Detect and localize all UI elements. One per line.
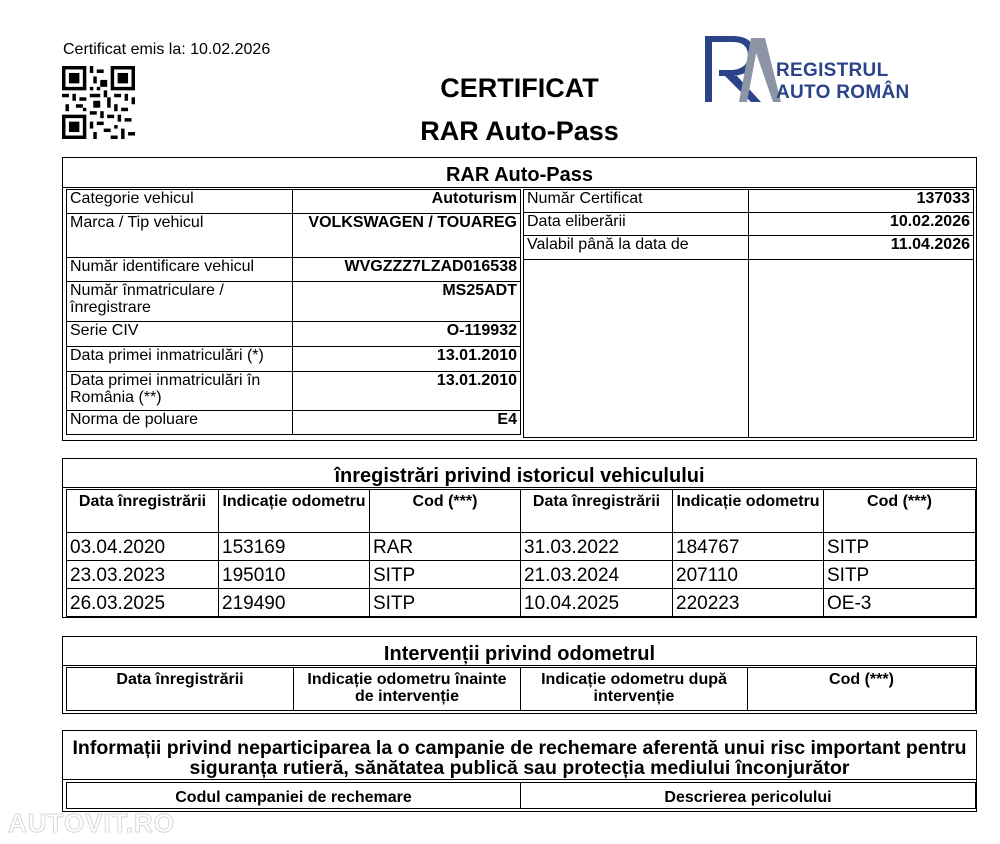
row-label: Data primei inmatriculări (*)	[67, 347, 293, 372]
row-label: Număr Certificat	[524, 190, 749, 213]
empty-cell	[749, 260, 974, 438]
document-title: CERTIFICAT	[440, 73, 599, 103]
summary-section	[62, 157, 977, 441]
row-label: Categorie vehicul	[67, 190, 293, 214]
document-subtitle: RAR Auto-Pass	[420, 116, 619, 146]
row-label: Valabil până la data de	[524, 236, 749, 260]
row-label: Data primei inmatriculări în România (**)	[67, 372, 293, 411]
interventions-table	[66, 667, 976, 711]
row-value: 13.01.2010	[293, 347, 521, 372]
history-table	[66, 489, 976, 617]
cell: 220223	[673, 589, 824, 617]
col-header: Indicație odometru înainte de intervenție	[294, 668, 521, 711]
table-row	[67, 561, 976, 589]
cell: 219490	[219, 589, 370, 617]
logo-line-2: AUTO ROMÂN	[776, 82, 910, 103]
row-label: Număr înmatriculare / înregistrare	[67, 282, 293, 322]
row-value: E4	[293, 411, 521, 435]
cell: 184767	[673, 533, 824, 561]
logo-line-1: REGISTRUL	[776, 60, 889, 81]
history-section	[62, 458, 977, 618]
row-value: MS25ADT	[293, 282, 521, 322]
cell: SITP	[370, 561, 521, 589]
col-header: Descrierea pericolului	[521, 783, 976, 809]
row-label: Data eliberării	[524, 213, 749, 236]
cell: 10.04.2025	[521, 589, 673, 617]
history-title: înregistrări privind istoricul vehiculului	[63, 459, 976, 488]
cell: SITP	[824, 533, 976, 561]
interventions-title: Intervenții privind odometrul	[63, 637, 976, 666]
row-value: 13.01.2010	[293, 372, 521, 411]
interventions-section	[62, 636, 977, 714]
col-header: Cod (***)	[824, 490, 976, 533]
cell: 03.04.2020	[67, 533, 219, 561]
recall-title: Informații privind neparticiparea la o campanie de rechemare aferentă unui risc important pentru siguranța rutieră, sănătatea publică sau protecția mediului înconjurător	[63, 731, 976, 780]
cell: SITP	[370, 589, 521, 617]
row-value: Autoturism	[293, 190, 521, 214]
table-row	[67, 589, 976, 617]
row-value: 10.02.2026	[749, 213, 974, 236]
summary-title: RAR Auto-Pass	[63, 158, 976, 188]
cell: 31.03.2022	[521, 533, 673, 561]
col-header: Indicație odometru	[219, 490, 370, 533]
col-header: Indicație odometru după intervenție	[521, 668, 748, 711]
cell: 153169	[219, 533, 370, 561]
col-header: Codul campaniei de rechemare	[67, 783, 521, 809]
issued-date: Certificat emis la: 10.02.2026	[63, 41, 271, 58]
cell: 23.03.2023	[67, 561, 219, 589]
row-label: Marca / Tip vehicul	[67, 214, 293, 258]
logo-text	[776, 60, 910, 104]
col-header: Data înregistrării	[67, 490, 219, 533]
cell: SITP	[824, 561, 976, 589]
row-label: Număr identificare vehicul	[67, 258, 293, 282]
watermark-logo: AUTOVIT.RO	[8, 808, 175, 838]
row-value: WVGZZZ7LZAD016538	[293, 258, 521, 282]
certificate-table	[523, 189, 974, 438]
col-header: Indicație odometru	[673, 490, 824, 533]
cell: OE-3	[824, 589, 976, 617]
cell: 195010	[219, 561, 370, 589]
empty-cell	[524, 260, 749, 438]
row-value: 11.04.2026	[749, 236, 974, 260]
row-value: 137033	[749, 190, 974, 213]
cell: 21.03.2024	[521, 561, 673, 589]
row-value: VOLKSWAGEN / TOUAREG	[293, 214, 521, 258]
row-label: Serie CIV	[67, 322, 293, 347]
cell: 26.03.2025	[67, 589, 219, 617]
col-header: Cod (***)	[370, 490, 521, 533]
col-header: Data înregistrării	[521, 490, 673, 533]
cell: RAR	[370, 533, 521, 561]
col-header: Cod (***)	[748, 668, 976, 711]
row-label: Norma de poluare	[67, 411, 293, 435]
row-value: O-119932	[293, 322, 521, 347]
table-row	[67, 533, 976, 561]
recall-section	[62, 730, 977, 812]
vehicle-table	[66, 189, 521, 435]
recall-table	[66, 782, 976, 809]
col-header: Data înregistrării	[67, 668, 294, 711]
cell: 207110	[673, 561, 824, 589]
